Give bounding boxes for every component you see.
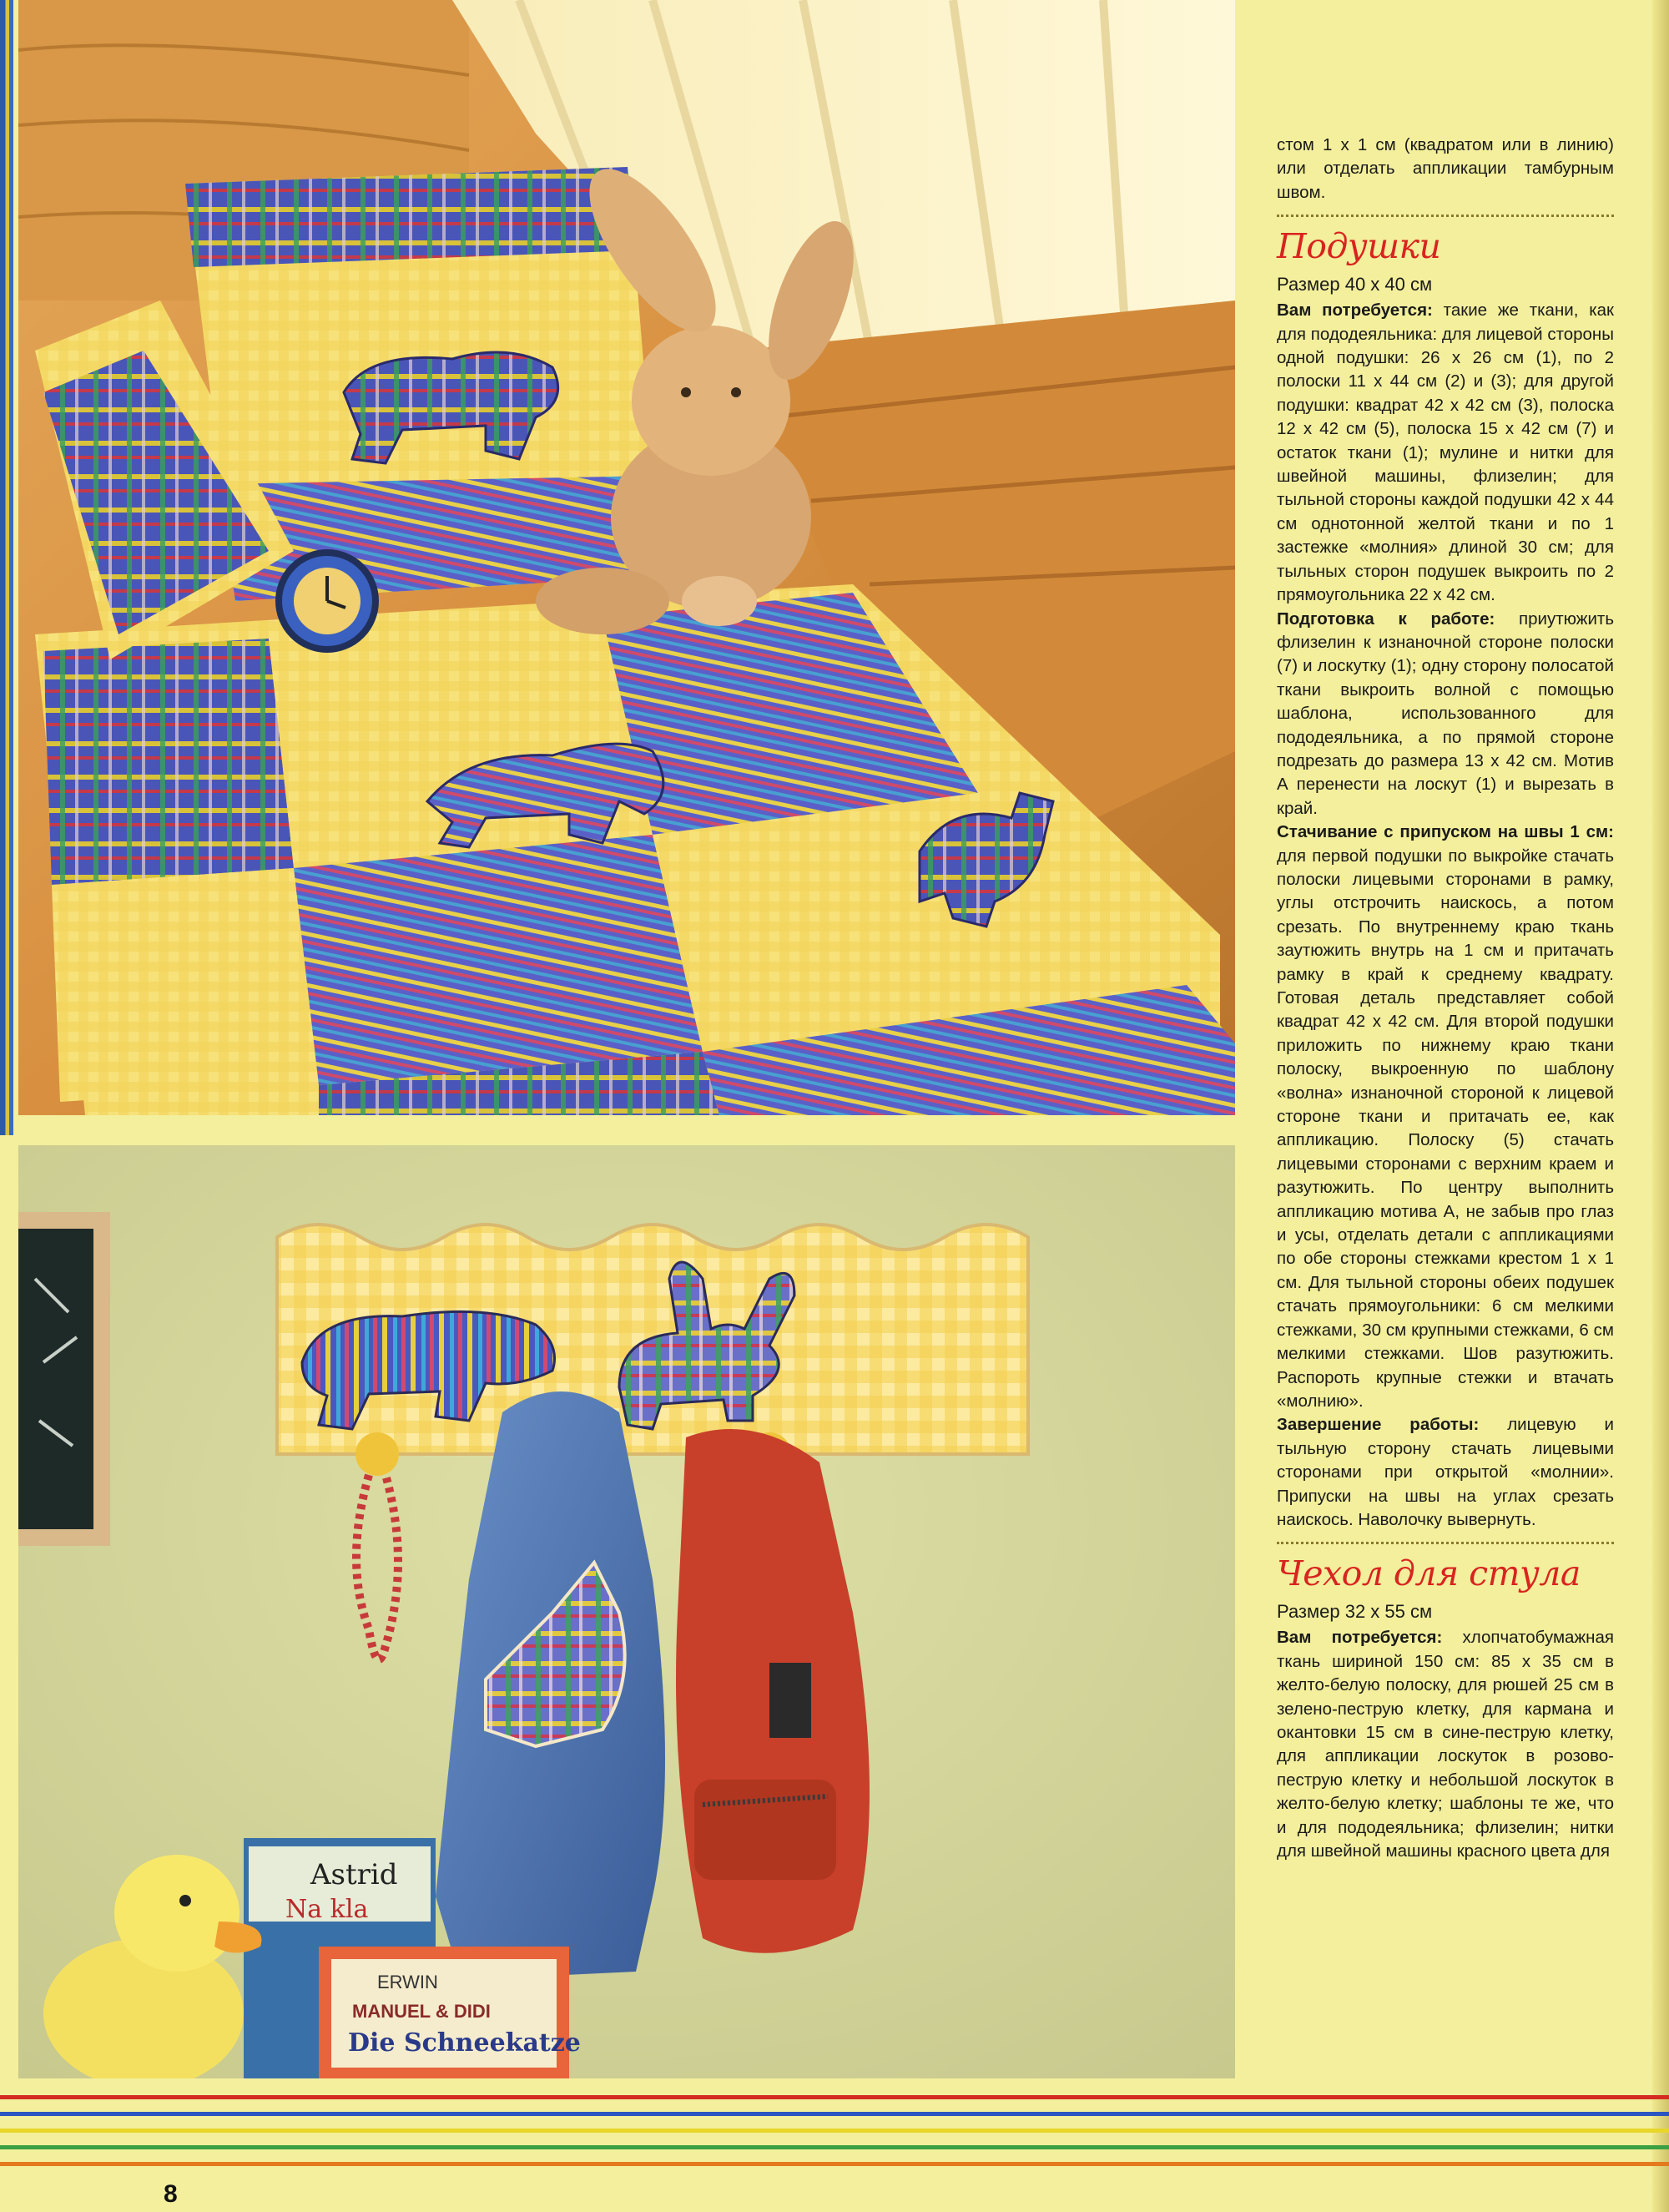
chair-cover-heading: Чехол для стула [1277,1553,1581,1594]
finish-label: Завершение работы: [1277,1415,1480,1435]
photo-bed-quilt [18,0,1235,1115]
book-title-na-kla: Na kla [285,1895,369,1924]
prep-label: Подготовка к работе: [1277,609,1495,629]
book-title-schneekatze: Die Schneekatze [348,2028,581,2058]
photo-wall-rack [18,1145,1235,2078]
pillows-finish-paragraph [1277,1413,1614,1532]
book-title-erwin: ERWIN [377,1972,438,1992]
pillows-sew-paragraph [1277,821,1614,1413]
book-title-manuel-didi: MANUEL & DIDI [352,2001,491,2022]
stripe [0,2162,1669,2166]
finish-text: лицевую и тыльную сторону стачать лицевыми сторонами при открытой «молнии». Припуски на швы на углах срезать наискось. Наволочку вывернуть. [1277,1415,1614,1529]
stripe [0,2095,1669,2099]
page-number: 8 [164,2180,178,2208]
prep-text: приутюжить флизелин к изнаночной стороне полоски (7) и лоскутку (1); одну сторону полосатой ткани выкроить волной с помощью шаблона, использованного для пододеяльника, а по прямой стороне подрезать до размера 13 х 42 см. Мотив А перенести на лоскут (1) и вырезать в край. [1277,609,1615,818]
wall-rack-scene-illustration [18,1145,1235,2078]
pillows-size: Размер 40 х 40 см [1277,274,1433,295]
sew-text: для первой подушки по выкройке стачать полоски лицевыми сторонами в рамку, углы отстрочить наискось, а потом срезать. По внутреннему краю ткань заутюжить внутрь на 1 см и притачать рамку в край к среднему квадрату. Готовая деталь представляет собой квадрат 42 х 42 см. Для второй подушки приложить по нижнему краю ткани полоску, выкроенную по шаблону «волна» изнаночной стороной к лицевой стороне ткани и притачать ее, как аппликацию. Полоску (5) стачать лицевыми сторонами с верхним краем и разутюжить. По центру выполнить аппликацию мотива А, не забыв про глаз и усы, отделать детали с аппликациями по обе стороны стежками крестом 1 х 1 см. Для тыльной стороны обеих подушек стачать прямоугольники: 6 см мелкими стежками, 30 см крупными стежками, 6 см мелкими стежками. Шов разутюжить. Распороть крупные стежки и втачать «молнию». [1277,846,1614,1411]
stripe [0,2129,1669,2133]
pillows-needs-paragraph [1277,299,1614,607]
stripe [0,2112,1669,2116]
stripe [0,2145,1669,2149]
needs-label: Вам потребуется: [1277,300,1433,321]
section-divider [1277,1542,1614,1544]
instructions-column [1277,134,1614,1863]
chair-needs-paragraph [1277,1626,1614,1863]
pillows-heading: Подушки [1277,226,1441,267]
sew-label: Стачивание с припуском на швы 1 см: [1277,822,1614,842]
page-edge-strip [0,0,13,1135]
bed-scene-illustration [18,0,1235,1115]
chair-needs-text: хлопчатобумажная ткань шириной 150 см: 85 х 35 см в желто-белую полоску, для рюшей 25 см в зелено-пеструю клетку, для кармана и окантовки 15 см в сине-пеструю клетку, для аппликации лоскуток в розово-пеструю клетку и небольшой лоскуток в желто-белую клетку; шаблоны те же, что и для пододеяльника; флизелин; нитки для швейной машины красного цвета для [1277,1628,1614,1861]
intro-paragraph: стом 1 x 1 см (квадратом или в линию) или отделать аппликации тамбурным швом. [1277,135,1614,202]
chair-needs-label: Вам потребуется: [1277,1628,1443,1648]
book-title-astrid: Astrid [310,1858,398,1891]
pillows-prep-paragraph [1277,608,1614,821]
needs-text: такие же ткани, как для пододеяльника: для лицевой стороны одной подушки: 26 х 26 см (1), по 2 полоски 11 х 44 см (2) и (3); для другой подушки: квадрат 42 х 42 см (3), полоска 12 х 42 см (5), полоска 15 х 42 см (7) и остаток ткани (1); мулине и нитки для швейной машины, флизелин; для тыльной стороны каждой подушки 42 х 44 см однотонной желтой ткани и по 1 застежке «молния» длиной 30 см; для тыльных сторон подушек выкроить по 2 прямоугольника 22 х 42 см. [1277,300,1615,605]
section-divider [1277,215,1614,217]
chair-cover-size: Размер 32 х 55 см [1277,1601,1433,1623]
decorative-stripes [0,2083,1669,2175]
page-gutter-shade [1652,0,1669,2212]
